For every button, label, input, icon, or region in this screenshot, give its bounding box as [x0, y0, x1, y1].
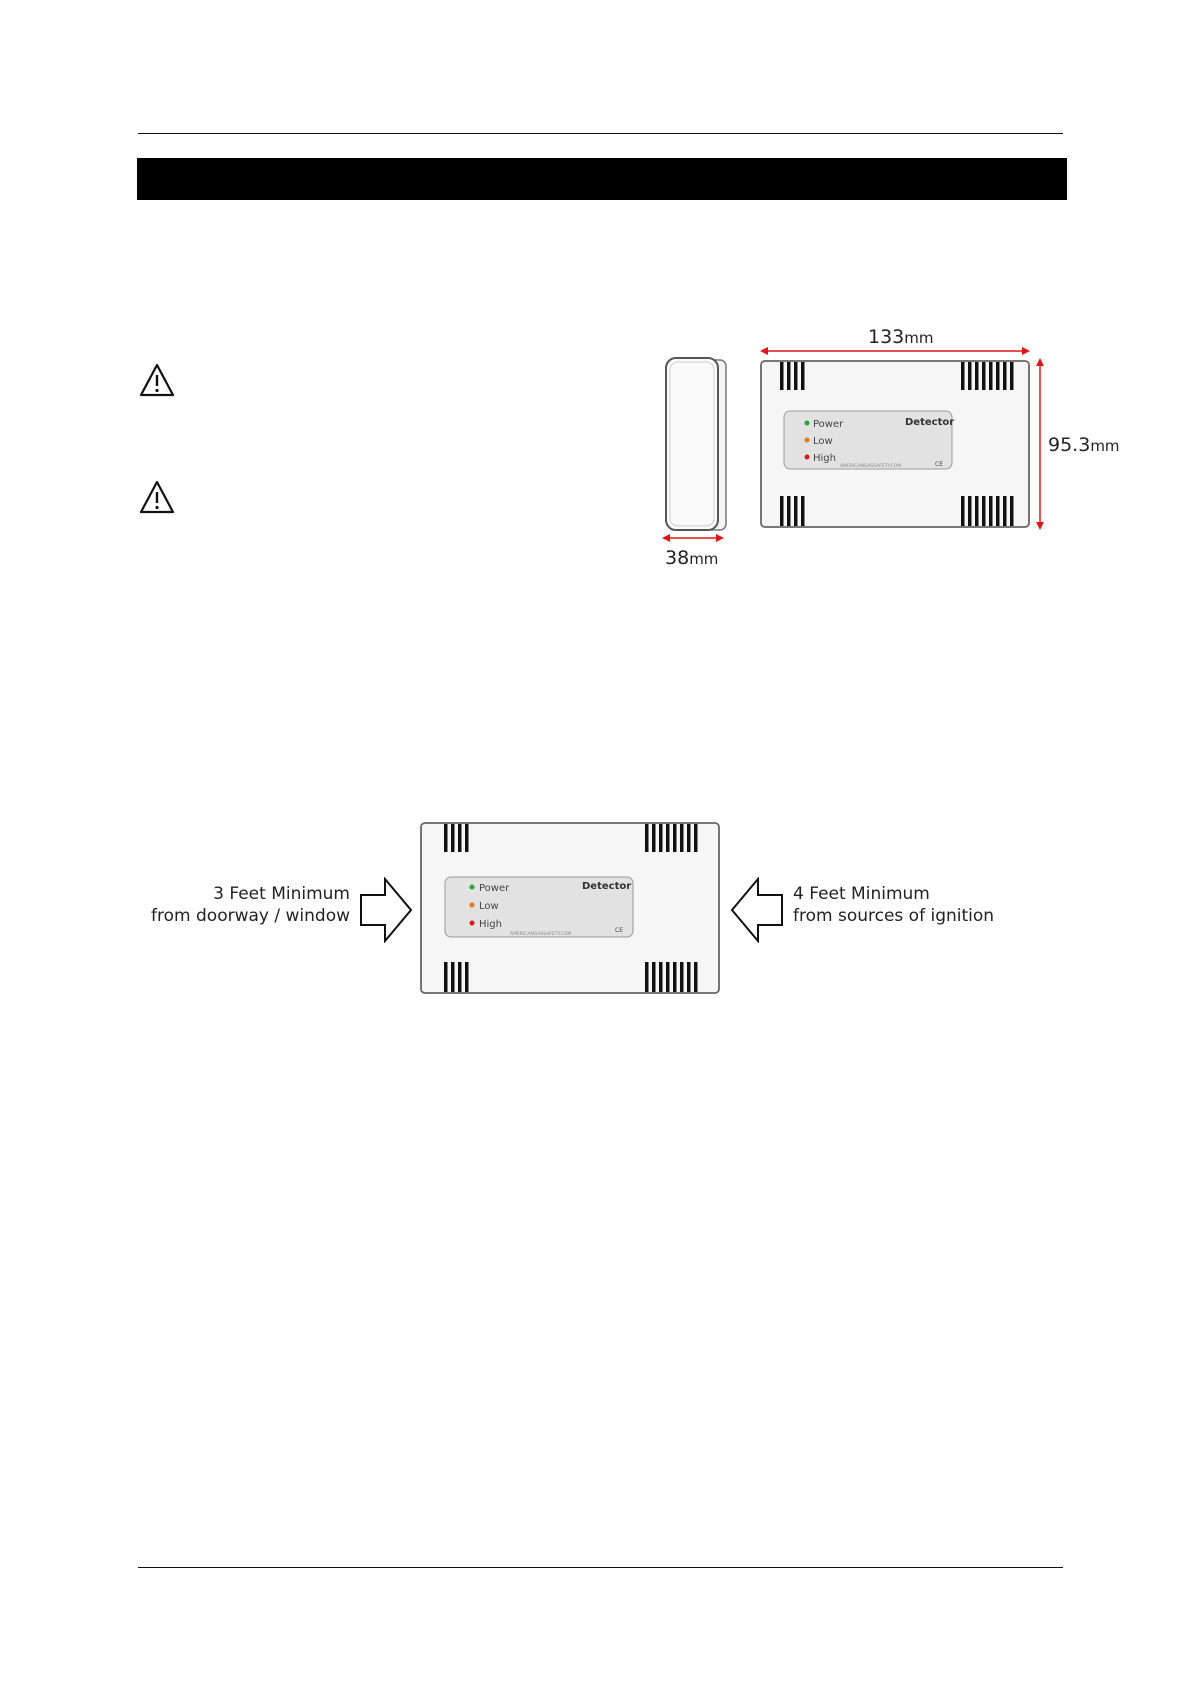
power-led: [805, 421, 810, 426]
power-led: [470, 885, 475, 890]
section-title-bar: [137, 158, 1067, 200]
height-dimension-label: 95.3mm: [1048, 434, 1120, 456]
high-label: High: [813, 453, 836, 464]
left-placement-line1: 3 Feet Minimum: [213, 884, 350, 904]
ce-mark: CE: [935, 461, 943, 468]
detector-front-view: [760, 360, 1030, 528]
right-placement-line2: from sources of ignition: [793, 906, 995, 926]
header-rule: [138, 133, 1063, 134]
ce-mark: CE: [615, 927, 623, 934]
high-led: [470, 921, 475, 926]
warning-triangle-icon: [138, 362, 176, 398]
height-dimension-arrow: [1032, 358, 1048, 530]
detector-placement-view: [420, 822, 722, 996]
depth-dimension-label: 38mm: [665, 547, 719, 569]
detector-name: Detector: [582, 881, 632, 892]
left-placement-line2: from doorway / window: [151, 906, 350, 926]
website-label: AMERICANGASSAFETY.COM: [840, 464, 902, 469]
low-led: [470, 903, 475, 908]
website-label: AMERICANGASSAFETY.COM: [510, 932, 572, 937]
low-label: Low: [813, 436, 833, 447]
footer-rule: [138, 1567, 1063, 1568]
low-led: [805, 438, 810, 443]
power-label: Power: [479, 883, 510, 894]
high-led: [805, 455, 810, 460]
power-label: Power: [813, 419, 844, 430]
low-label: Low: [479, 901, 499, 912]
depth-dimension-arrow: [662, 530, 724, 546]
high-label: High: [479, 919, 502, 930]
width-dimension-label: 133mm: [868, 326, 934, 348]
hollow-arrow-left-icon: [730, 877, 784, 943]
detector-side-view: [660, 356, 730, 536]
detector-name: Detector: [905, 417, 955, 428]
warning-triangle-icon: [138, 479, 176, 515]
hollow-arrow-right-icon: [359, 877, 413, 943]
width-dimension-arrow: [760, 343, 1030, 359]
right-placement-line1: 4 Feet Minimum: [793, 884, 930, 904]
